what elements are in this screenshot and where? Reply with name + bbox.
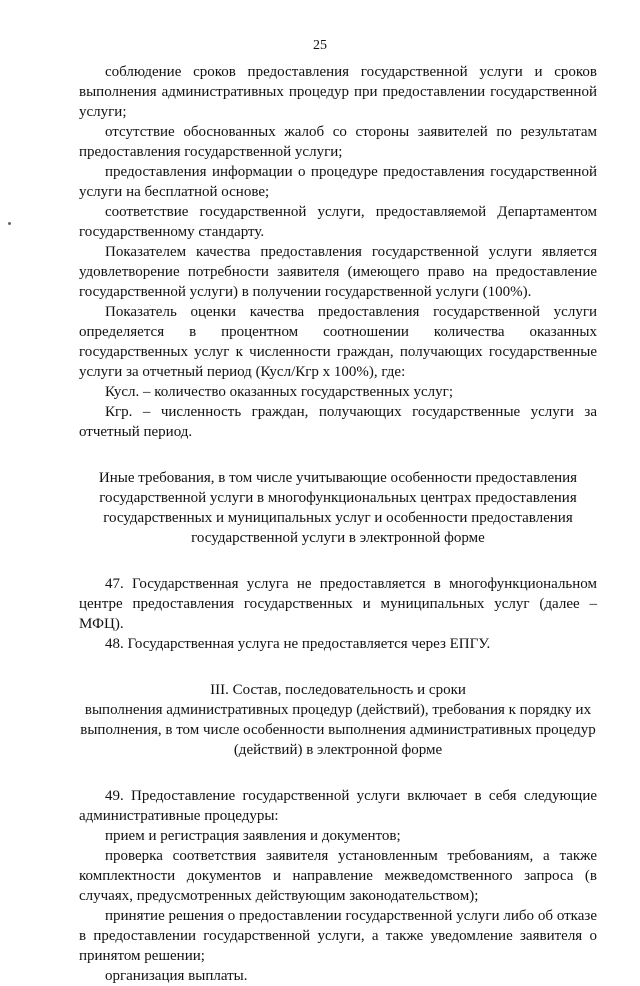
document-body	[79, 62, 597, 986]
paragraph-kgr: Кгр. – численность граждан, получающих государственные услуги за отчетный период.	[79, 404, 597, 440]
paragraph-assessment: Показатель оценки качества предоставления государственной услуги определяется в процентном соотношении количества оказанных государственных услуг к численности граждан, получающих государственные услуги за отчетный период (Кусл/Кгр х 100%), где:	[79, 304, 597, 380]
procedure-item: проверка соответствия заявителя установленным требованиям, а также комплектности документов и направление межведомственного запроса (в случаях, предусмотренных действующим законодательством);	[79, 848, 597, 904]
section-title: III. Состав, последовательность и сроки	[210, 682, 466, 698]
paragraph-free-info: предоставления информации о процедуре предоставления государственной услуги на бесплатной основе;	[79, 164, 597, 200]
procedure-item: принятие решения о предоставлении государственной услуги либо об отказе в предоставлении государственной услуги, а также уведомление заявителя о принятом решении;	[79, 908, 597, 964]
paragraph-49: 49. Предоставление государственной услуги включает в себя следующие административные процедуры:	[79, 788, 597, 824]
page-number: 25	[313, 38, 327, 53]
section-heading	[79, 680, 597, 760]
paragraph-quality-indicator: Показателем качества предоставления государственной услуги является удовлетворение потребности заявителя (имеющего право на предоставление государственной услуги) в получении государственной услуги (100%).	[79, 244, 597, 300]
paragraph-kusl: Кусл. – количество оказанных государственных услуг;	[105, 384, 453, 400]
heading-other-requirements: Иные требования, в том числе учитывающие особенности предоставления государственной услуги в многофункциональных центрах предоставления государственных и муниципальных услуг и особенности предоставления государственной услуги в электронной форме	[98, 470, 578, 546]
paragraph-48: 48. Государственная услуга не предоставляется через ЕПГУ.	[105, 636, 491, 652]
paragraph-deadlines: соблюдение сроков предоставления государственной услуги и сроков выполнения административных процедур при предоставлении государственной услуги;	[79, 64, 597, 120]
section-subtitle: выполнения административных процедур (действий), требования к порядку их выполнения, в том числе особенности выполнения административных процедур (действий) в электронной форме	[80, 702, 596, 758]
procedure-item: организация выплаты.	[105, 968, 248, 984]
paragraph-47: 47. Государственная услуга не предоставляется в многофункциональном центре предоставления государственных и муниципальных услуг (далее – МФЦ).	[79, 576, 597, 632]
procedure-item: прием и регистрация заявления и документов;	[105, 828, 401, 844]
paragraph-no-complaints: отсутствие обоснованных жалоб со стороны заявителей по результатам предоставления государственной услуги;	[79, 124, 597, 160]
scan-mark	[8, 222, 11, 225]
paragraph-standard: соответствие государственной услуги, предоставляемой Департаментом государственному стандарту.	[79, 204, 597, 240]
